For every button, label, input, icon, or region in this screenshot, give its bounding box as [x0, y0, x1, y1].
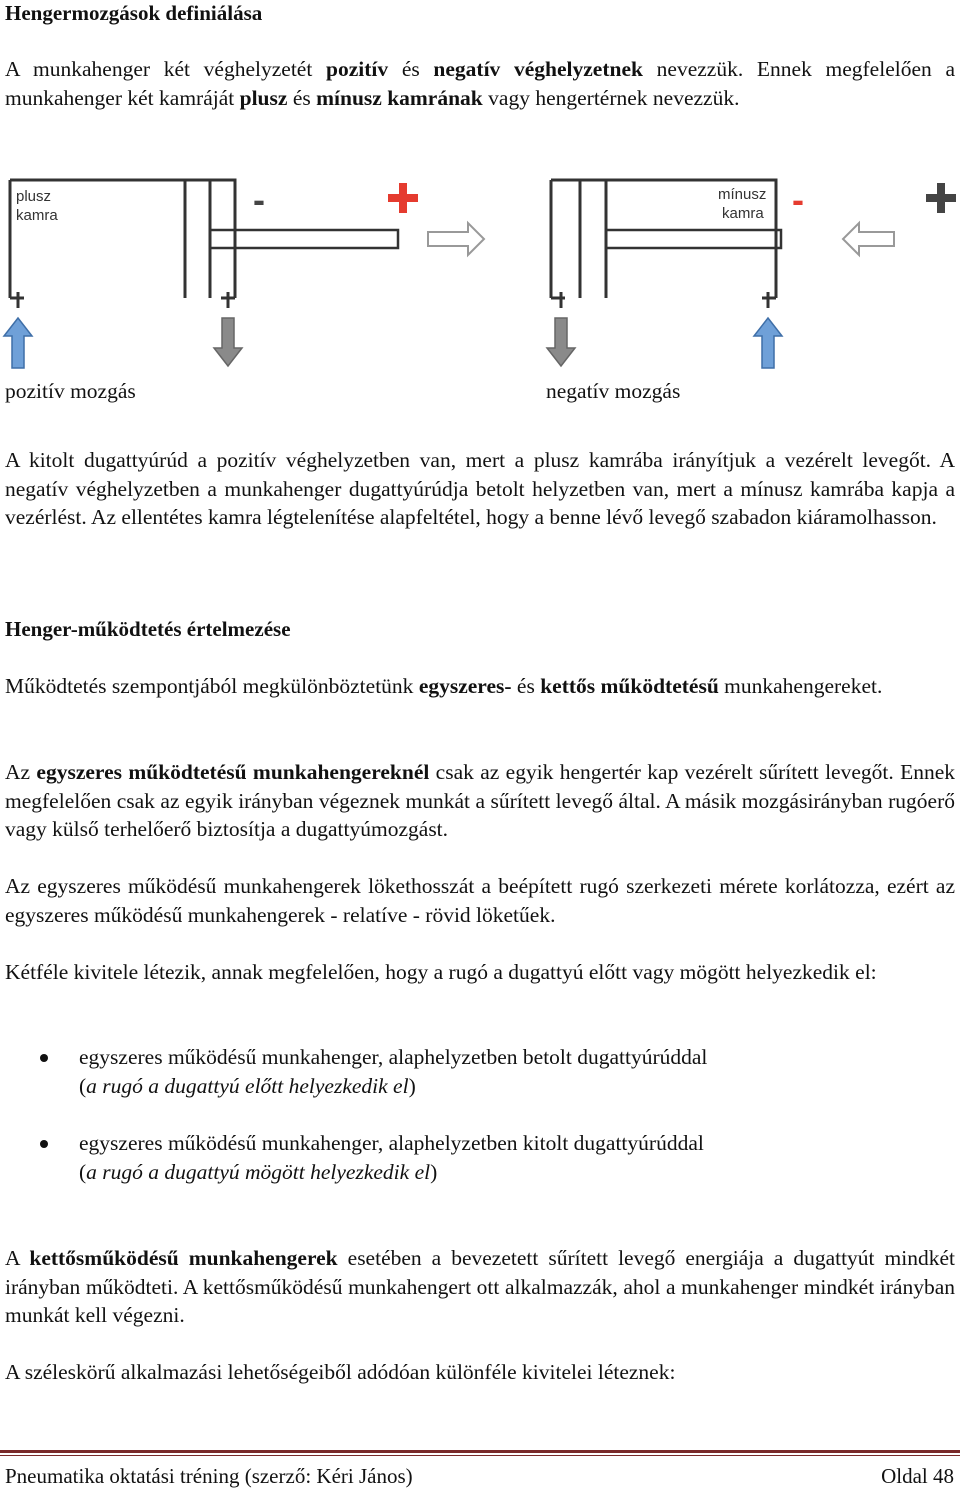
left-cylinder: [10, 180, 398, 308]
left-chamber-label-2: kamra: [16, 207, 58, 224]
right-plus-icon: [926, 183, 956, 213]
list-item-retracted: egyszeres működésű munkahenger, alaphelyzetben betolt dugattyúrúddal (a rugó a dugattyú előtt helyezkedik el): [79, 1045, 708, 1098]
section-title-hengermozgasok: Hengermozgások definiálása: [5, 1, 263, 25]
caption-positive-movement: pozitív mozgás: [5, 379, 136, 403]
section-title-henger-mukodtetes: Henger-működtetés értelmezése: [5, 617, 291, 641]
list-item-extended: egyszeres működésű munkahenger, alaphelyzetben kitolt dugattyúrúddal (a rugó a dugattyú mögött helyezkedik el): [79, 1131, 704, 1184]
paragraph-double-acting: A kettősműködésű munkahengerek esetében a bevezetett sűrített levegő energiája a dugattyút mindkét irányban működteti. A kettősműködésű munkahengert ott alkalmazzák, ahol a munkahenger mindkét irányban munkát kell végezni.: [5, 1246, 955, 1328]
intro-paragraph: A munkahenger két véghelyzetét pozitív és negatív véghelyzetnek nevezzük. Ennek megfelelően a munkahenger két kamráját plusz és mínusz kamrának vagy hengertérnek nevezzük.: [5, 57, 955, 110]
right-air-in-arrow-icon: [754, 318, 782, 368]
paragraph-end-positions: A kitolt dugattyúrúd a pozitív véghelyzetben van, mert a plusz kamrába irányítjuk a vezérelt levegőt. A negatív véghelyzetben a munkahenger dugattyúrúdja betolt helyzetben van, mert a mínusz kamrába kapja a vezérlést. Az ellentétes kamra légtelenítése alapfeltétel, hogy a benne lévő levegő szabadon kiáramolhasson.: [5, 448, 955, 530]
footer-rule-thin: [0, 1455, 960, 1456]
left-air-in-arrow-icon: [4, 318, 32, 368]
right-chamber-label-1: mínusz: [718, 186, 767, 203]
bullet-dot: [40, 1140, 48, 1148]
footer-rule: [0, 1450, 960, 1453]
right-chamber-label-2: kamra: [722, 205, 764, 222]
right-air-out-arrow-icon: [547, 318, 575, 366]
paragraph-two-variants: Kétféle kivitele létezik, annak megfelelően, hogy a rugó a dugattyú előtt vagy mögött helyezkedik el:: [5, 960, 877, 984]
right-minus-sign: -: [792, 179, 804, 220]
footer-document-title: Pneumatika oktatási tréning (szerző: Kéri János): [5, 1464, 413, 1488]
left-air-out-arrow-icon: [214, 318, 242, 366]
paragraph-single-acting: Az egyszeres működtetésű munkahengereknél csak az egyik hengertér kap vezérelt sűrített levegőt. Ennek megfelelően csak az egyik irányban végeznek munkát a sűrített levegő által. A másik mozgásirányban rugóerő vagy külső terhelőerő biztosítja a dugattyúmozgást.: [5, 760, 956, 842]
left-chamber-label-1: plusz: [16, 188, 52, 205]
cylinder-movement-diagram: [0, 170, 960, 375]
left-hollow-arrow-icon: [843, 223, 894, 255]
paragraph-variants-exist: A széleskörű alkalmazási lehetőségeiből adódóan különféle kivitelei léteznek:: [5, 1360, 676, 1384]
paragraph-actuation-types: Működtetés szempontjából megkülönböztetünk egyszeres- és kettős működtetésű munkahengereket.: [5, 674, 883, 698]
bullet-dot: [40, 1054, 48, 1062]
left-plus-icon: [388, 183, 418, 213]
paragraph-stroke-length: Az egyszeres működésű munkahengerek lökethosszát a beépített rugó szerkezeti mérete korlátozza, ezért az egyszeres működésű munkahengerek - relatíve - rövid löketűek.: [5, 874, 955, 927]
left-minus-sign: -: [253, 179, 265, 220]
right-hollow-arrow-icon: [428, 223, 484, 255]
caption-negative-movement: negatív mozgás: [546, 379, 681, 403]
footer-page-number: Oldal 48: [881, 1464, 954, 1488]
